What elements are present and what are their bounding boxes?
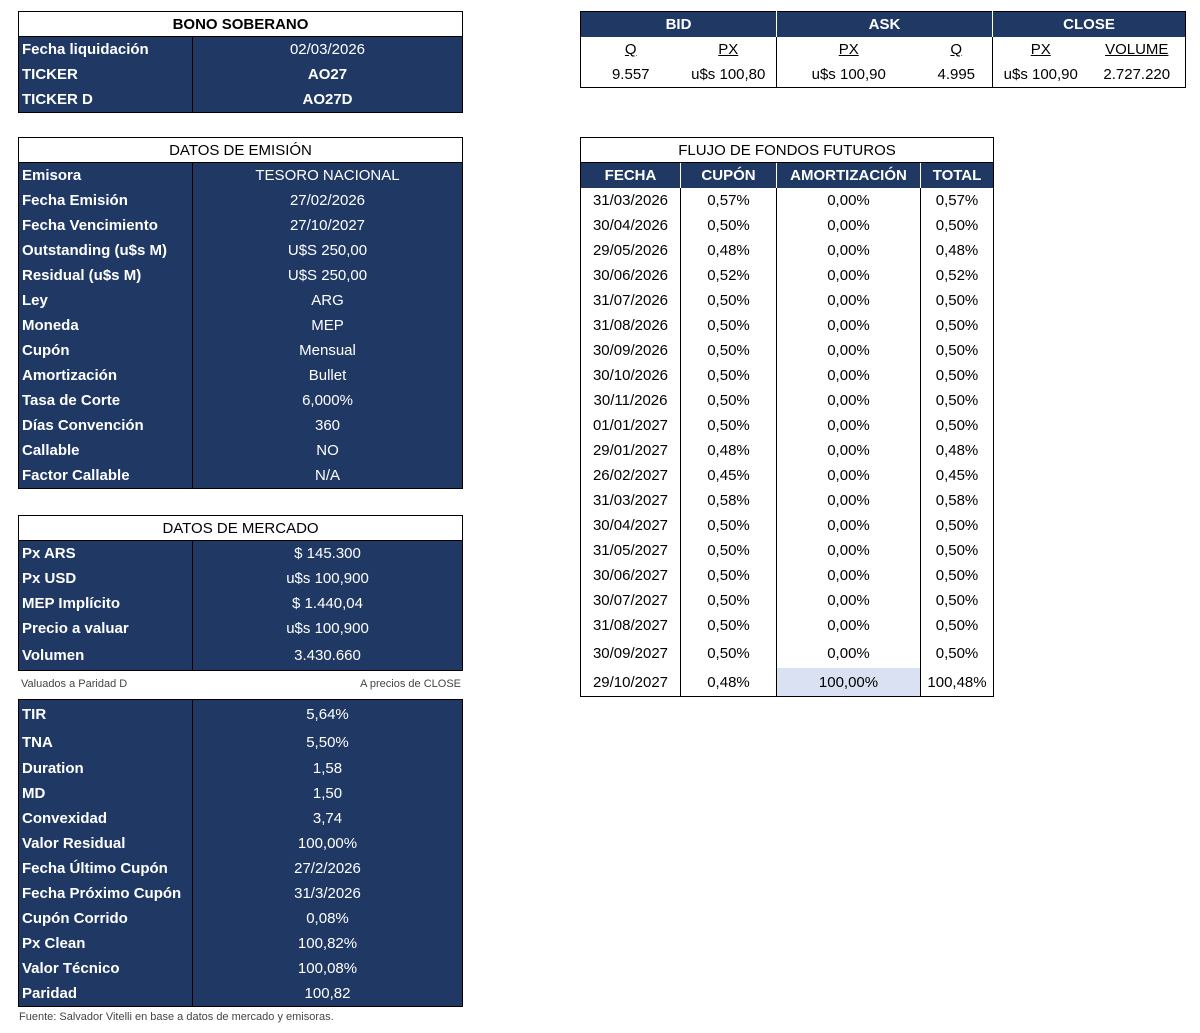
quote-value: u$s 100,80	[691, 66, 766, 83]
row-label: Volumen	[19, 641, 193, 671]
row-value: u$s 100,900	[286, 620, 369, 637]
amortizacion-cell: 100,00%	[777, 668, 921, 697]
quote-value: u$s 100,90	[993, 62, 1089, 88]
row-value: 0,08%	[306, 910, 349, 927]
total-cell: 0,48%	[921, 238, 994, 263]
total-cell: 0,50%	[921, 363, 994, 388]
cupon-cell: 0,50%	[681, 363, 777, 388]
flujo-row	[581, 668, 994, 697]
total-cell: 0,58%	[921, 488, 994, 513]
flujo-row	[581, 213, 994, 238]
kv-row	[19, 956, 463, 981]
flujo-header-total: TOTAL	[921, 163, 994, 189]
fecha-cell: 30/11/2026	[593, 392, 668, 409]
row-label: Fecha Próximo Cupón	[19, 881, 193, 906]
row-value: 3,74	[312, 810, 343, 827]
row-value: 27/10/2027	[289, 217, 366, 234]
row-value: 1,58	[312, 760, 343, 777]
kv-row	[19, 213, 463, 238]
kv-row	[19, 728, 463, 756]
row-value: $ 1.440,04	[292, 595, 363, 612]
kv-row	[19, 413, 463, 438]
fecha-cell: 29/10/2027	[592, 673, 669, 691]
flujo-row	[581, 488, 994, 513]
cupon-cell: 0,50%	[681, 638, 777, 668]
row-label: Tasa de Corte	[19, 388, 193, 413]
amortizacion-cell: 0,00%	[777, 588, 921, 613]
total-cell: 0,50%	[921, 338, 994, 363]
fecha-cell: 31/03/2027	[592, 492, 669, 509]
flujo-row	[581, 438, 994, 463]
amortizacion-cell: 0,00%	[777, 513, 921, 538]
cupon-cell: 0,50%	[681, 588, 777, 613]
row-value: 100,82%	[297, 935, 358, 952]
flujo-row	[581, 363, 994, 388]
cupon-cell: 0,50%	[681, 313, 777, 338]
row-label: Outstanding (u$s M)	[19, 238, 193, 263]
row-label: Ley	[19, 288, 193, 313]
flujo-row	[581, 188, 994, 213]
row-label: Cupón Corrido	[19, 906, 193, 931]
flujo-row	[581, 288, 994, 313]
amortizacion-cell: 0,00%	[777, 488, 921, 513]
amortizacion-cell: 0,00%	[777, 188, 921, 213]
quote-table	[580, 11, 1186, 88]
flujo-row	[581, 413, 994, 438]
row-label: Fecha Emisión	[19, 188, 193, 213]
fecha-cell: 01/01/2027	[592, 417, 669, 434]
cupon-cell: 0,50%	[681, 563, 777, 588]
cupon-cell: 0,50%	[681, 538, 777, 563]
flujo-header-cupon: CUPÓN	[681, 163, 777, 189]
total-cell: 0,50%	[921, 513, 994, 538]
flujo-row	[581, 538, 994, 563]
kv-row	[19, 981, 463, 1007]
kv-row	[19, 188, 463, 213]
amortizacion-cell: 0,00%	[777, 613, 921, 638]
row-value: AO27D	[302, 91, 353, 108]
fecha-cell: 31/05/2027	[592, 542, 669, 559]
quote-value: u$s 100,90	[777, 62, 921, 88]
amortizacion-cell: 0,00%	[777, 213, 921, 238]
row-label: Fecha Vencimiento	[19, 213, 193, 238]
row-label: Duration	[19, 756, 193, 781]
kv-row	[19, 438, 463, 463]
total-cell: 0,50%	[921, 213, 994, 238]
fecha-cell: 30/06/2026	[592, 267, 669, 284]
cupon-cell: 0,50%	[681, 413, 777, 438]
amortizacion-cell: 0,00%	[777, 413, 921, 438]
kv-row	[19, 566, 463, 591]
fecha-cell: 30/06/2027	[592, 567, 669, 584]
total-cell: 0,50%	[921, 613, 994, 638]
quote-header: PX	[718, 41, 739, 58]
row-value: 100,82	[304, 985, 351, 1002]
flujo-row	[581, 463, 994, 488]
quote-value: 9.557	[611, 66, 650, 83]
row-value: 6,000%	[302, 392, 353, 409]
flujo-row	[581, 313, 994, 338]
row-label: Valor Residual	[19, 831, 193, 856]
cupon-cell: 0,48%	[681, 668, 777, 697]
row-value: Mensual	[299, 342, 356, 359]
flujo-row	[581, 588, 994, 613]
amortizacion-cell: 0,00%	[777, 463, 921, 488]
amortizacion-cell: 0,00%	[777, 363, 921, 388]
row-value: 02/03/2026	[289, 41, 366, 58]
row-value: $ 145.300	[294, 545, 361, 562]
row-value: 5,64%	[306, 705, 349, 723]
cupon-cell: 0,48%	[681, 438, 777, 463]
flujo-title: FLUJO DE FONDOS FUTUROS	[581, 138, 994, 163]
kv-row	[19, 591, 463, 616]
bono-title: BONO SOBERANO	[19, 12, 463, 37]
amortizacion-cell: 0,00%	[777, 338, 921, 363]
row-label: Px USD	[19, 566, 193, 591]
kv-row	[19, 700, 463, 729]
amortizacion-cell: 0,00%	[777, 638, 921, 668]
row-value: Bullet	[308, 367, 347, 384]
fecha-cell: 30/07/2027	[592, 592, 669, 609]
total-cell: 0,50%	[921, 638, 994, 668]
kv-row	[19, 238, 463, 263]
flujo-row	[581, 238, 994, 263]
row-value: 3.430.660	[294, 647, 361, 664]
flujo-row	[581, 513, 994, 538]
note-paridad: Valuados a Paridad D	[21, 678, 128, 690]
fecha-cell: 31/08/2027	[592, 617, 669, 634]
flujo-row	[581, 613, 994, 638]
cupon-cell: 0,52%	[681, 263, 777, 288]
row-label: Valor Técnico	[19, 956, 193, 981]
row-value: u$s 100,900	[286, 570, 369, 587]
kv-row	[19, 881, 463, 906]
fecha-cell: 26/02/2027	[592, 467, 669, 484]
row-value: 100,08%	[297, 960, 358, 977]
amortizacion-cell: 0,00%	[777, 388, 921, 413]
quote-header: Q	[624, 41, 637, 58]
total-cell: 0,50%	[921, 588, 994, 613]
row-value: NO	[316, 442, 339, 459]
row-value: 27/2/2026	[294, 860, 361, 877]
amortizacion-cell: 0,00%	[777, 538, 921, 563]
cupon-cell: 0,45%	[681, 463, 777, 488]
quote-value: 4.995	[937, 66, 976, 83]
amortizacion-cell: 0,00%	[777, 238, 921, 263]
row-value: 27/02/2026	[289, 192, 366, 209]
row-label: Paridad	[19, 981, 193, 1007]
bono-soberano-table	[18, 11, 463, 113]
flujo-row	[581, 263, 994, 288]
flujo-header-amortizacion: AMORTIZACIÓN	[777, 163, 921, 189]
cupon-cell: 0,50%	[681, 388, 777, 413]
flujo-row	[581, 388, 994, 413]
row-label: Convexidad	[19, 806, 193, 831]
kv-row	[19, 313, 463, 338]
kv-row	[19, 931, 463, 956]
datos-emision-table	[18, 137, 463, 489]
row-label: Cupón	[19, 338, 193, 363]
row-value: MEP	[311, 317, 344, 334]
row-label: Días Convención	[19, 413, 193, 438]
row-value: N/A	[314, 467, 340, 484]
kv-row	[19, 338, 463, 363]
row-value: U$S 250,00	[287, 267, 368, 284]
cupon-cell: 0,57%	[681, 188, 777, 213]
total-cell: 0,50%	[921, 313, 994, 338]
total-cell: 0,50%	[921, 288, 994, 313]
row-value: 31/3/2026	[294, 885, 361, 902]
flujo-row	[581, 638, 994, 668]
total-cell: 0,50%	[921, 563, 994, 588]
row-label: Emisora	[19, 163, 193, 189]
total-cell: 100,48%	[921, 668, 994, 697]
row-value: 100,00%	[297, 835, 358, 852]
kv-row	[19, 388, 463, 413]
fecha-cell: 31/08/2026	[592, 317, 669, 334]
row-label: Amortización	[19, 363, 193, 388]
datos-mercado-table	[18, 515, 463, 671]
amortizacion-cell: 0,00%	[777, 563, 921, 588]
group-close: CLOSE	[993, 12, 1186, 38]
row-label: MD	[19, 781, 193, 806]
kv-row	[19, 463, 463, 489]
fecha-cell: 29/01/2027	[592, 442, 669, 459]
fecha-cell: 30/09/2026	[592, 342, 669, 359]
quote-header: VOLUME	[1105, 41, 1169, 58]
total-cell: 0,48%	[921, 438, 994, 463]
kv-row	[19, 906, 463, 931]
kv-row	[19, 263, 463, 288]
row-value: TESORO NACIONAL	[255, 167, 400, 184]
total-cell: 0,50%	[921, 413, 994, 438]
flujo-row	[581, 338, 994, 363]
cupon-cell: 0,48%	[681, 238, 777, 263]
cupon-cell: 0,50%	[681, 513, 777, 538]
kv-row	[19, 806, 463, 831]
amortizacion-cell: 0,00%	[777, 313, 921, 338]
group-bid: BID	[581, 12, 777, 38]
row-value: ARG	[311, 292, 344, 309]
flujo-row	[581, 563, 994, 588]
quote-value: 2.727.220	[1103, 66, 1171, 83]
cupon-cell: 0,50%	[681, 338, 777, 363]
kv-row	[19, 616, 463, 641]
row-label: TICKER D	[19, 87, 193, 113]
cupon-cell: 0,50%	[681, 213, 777, 238]
metricas-table	[18, 699, 463, 1007]
kv-row	[19, 163, 463, 189]
total-cell: 0,57%	[921, 188, 994, 213]
quote-header: PX	[777, 37, 921, 62]
row-label: Fecha liquidación	[19, 37, 193, 63]
amortizacion-cell: 0,00%	[777, 263, 921, 288]
note-close: A precios de CLOSE	[360, 678, 461, 690]
kv-row	[19, 856, 463, 881]
row-value: 1,50	[312, 785, 343, 802]
row-value: AO27	[307, 66, 348, 83]
flujo-fondos-table	[580, 137, 994, 697]
total-cell: 0,50%	[921, 388, 994, 413]
amortizacion-cell: 0,00%	[777, 438, 921, 463]
fecha-cell: 31/03/2026	[592, 192, 669, 209]
mercado-title: DATOS DE MERCADO	[19, 516, 463, 541]
kv-row	[19, 831, 463, 856]
row-label: Px ARS	[19, 541, 193, 567]
row-label: TNA	[19, 728, 193, 756]
total-cell: 0,52%	[921, 263, 994, 288]
row-label: TICKER	[19, 62, 193, 87]
source-note: Fuente: Salvador Vitelli en base a datos de mercado y emisoras.	[19, 1011, 334, 1023]
quote-header: PX	[993, 37, 1089, 62]
kv-row	[19, 756, 463, 781]
cupon-cell: 0,50%	[681, 288, 777, 313]
flujo-header-fecha: FECHA	[581, 163, 681, 189]
quote-header: Q	[950, 41, 963, 58]
row-label: TIR	[19, 700, 193, 729]
fecha-cell: 29/05/2026	[592, 242, 669, 259]
emision-title: DATOS DE EMISIÓN	[19, 138, 463, 163]
kv-row	[19, 781, 463, 806]
fecha-cell: 30/09/2027	[592, 644, 669, 662]
row-label: MEP Implícito	[19, 591, 193, 616]
row-label: Moneda	[19, 313, 193, 338]
amortizacion-cell: 0,00%	[777, 288, 921, 313]
cupon-cell: 0,50%	[681, 613, 777, 638]
kv-row	[19, 541, 463, 567]
kv-row	[19, 288, 463, 313]
kv-row	[19, 363, 463, 388]
row-value: 5,50%	[306, 733, 349, 751]
row-label: Px Clean	[19, 931, 193, 956]
fecha-cell: 30/04/2026	[592, 217, 669, 234]
fecha-cell: 31/07/2026	[592, 292, 669, 309]
fecha-cell: 30/10/2026	[592, 367, 669, 384]
total-cell: 0,45%	[921, 463, 994, 488]
row-label: Factor Callable	[19, 463, 193, 489]
row-label: Callable	[19, 438, 193, 463]
row-value: U$S 250,00	[287, 242, 368, 259]
kv-row	[19, 641, 463, 671]
row-value: 360	[314, 417, 341, 434]
fecha-cell: 30/04/2027	[592, 517, 669, 534]
total-cell: 0,50%	[921, 538, 994, 563]
cupon-cell: 0,58%	[681, 488, 777, 513]
row-label: Precio a valuar	[19, 616, 193, 641]
row-label: Fecha Último Cupón	[19, 856, 193, 881]
row-label: Residual (u$s M)	[19, 263, 193, 288]
group-ask: ASK	[777, 12, 993, 38]
